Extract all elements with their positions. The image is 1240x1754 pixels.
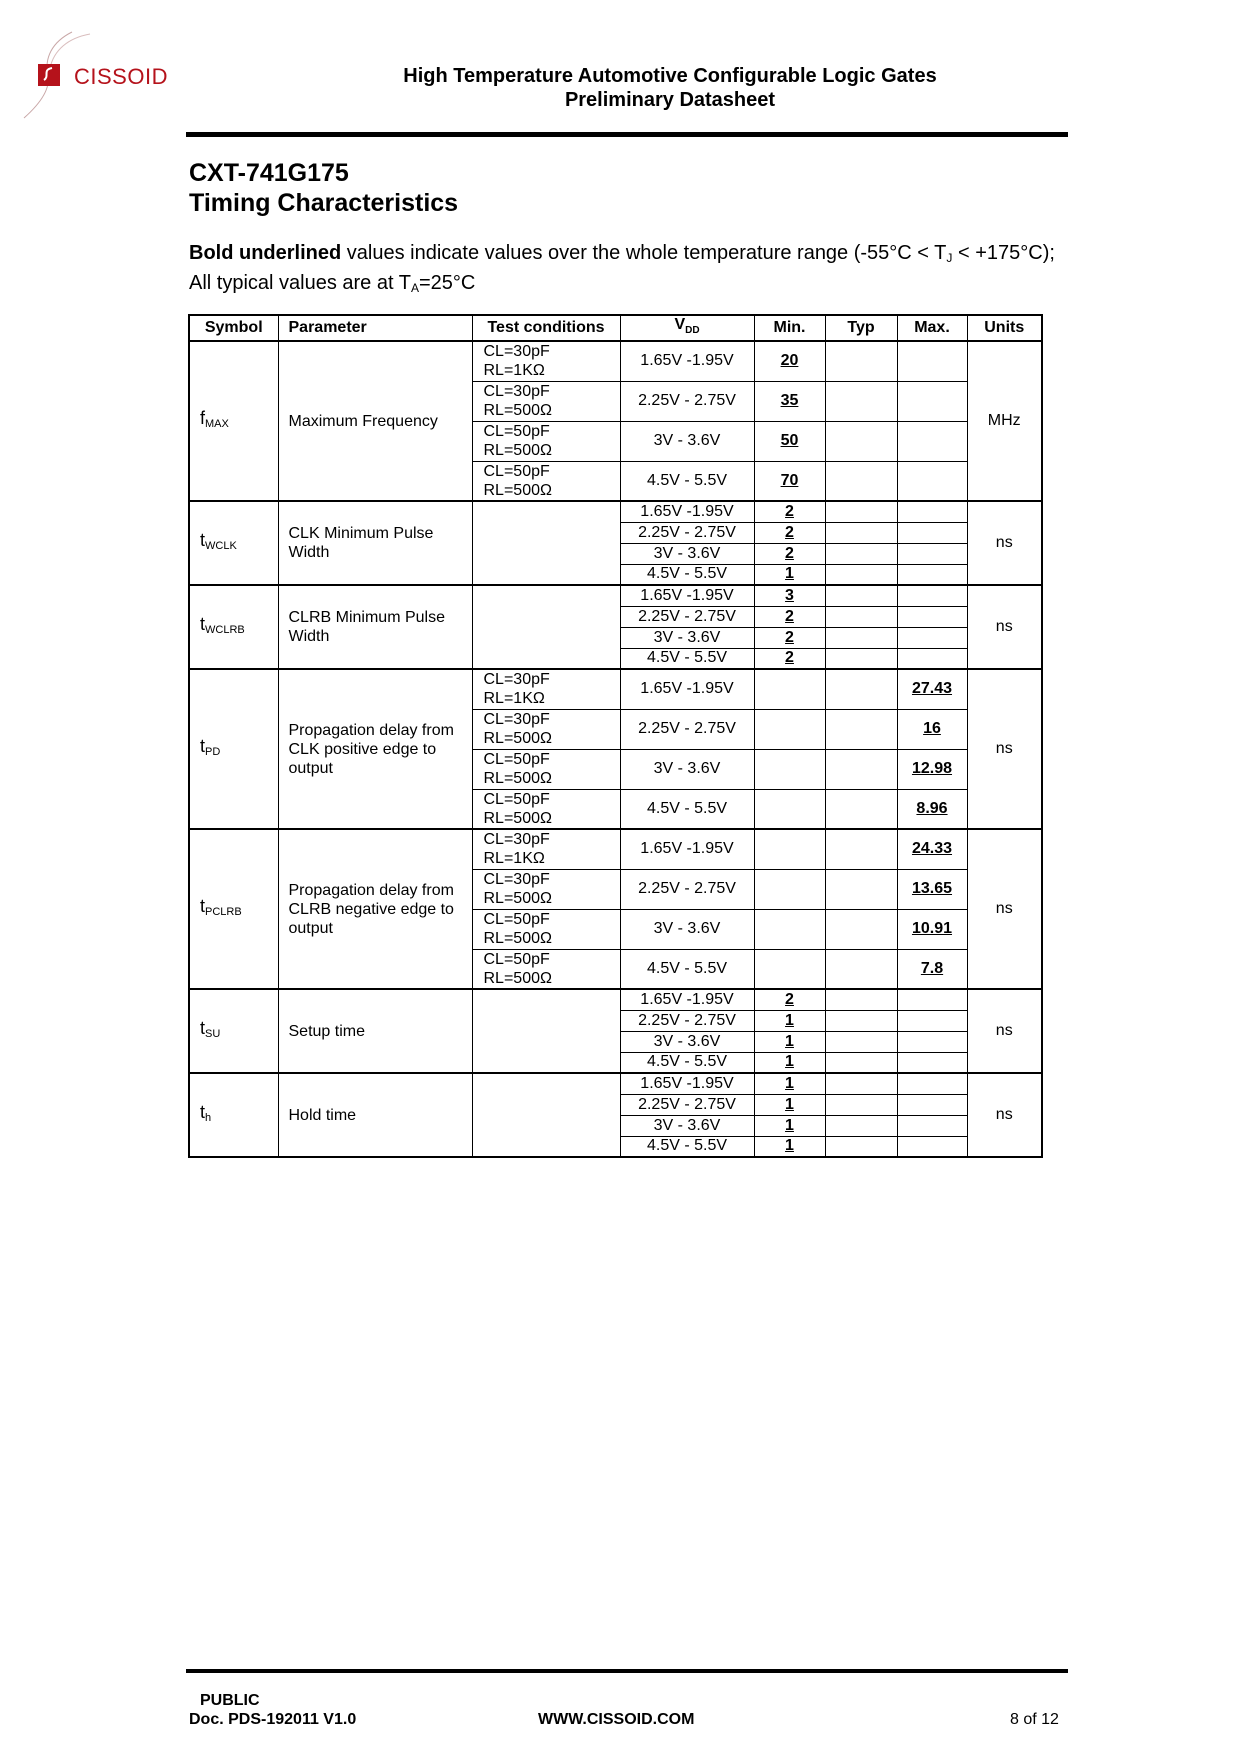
max-cell: [897, 606, 967, 627]
test-conditions-cell: [472, 669, 620, 709]
symbol-subscript: PCLRB: [205, 906, 242, 918]
min-value: 1: [785, 1074, 794, 1092]
test-condition-rl: RL=500Ω: [483, 402, 552, 419]
col-header-parameter: Parameter: [278, 315, 472, 341]
symbol-letter: t: [200, 896, 206, 916]
max-value: 12.98: [911, 760, 953, 777]
typ-cell: [825, 749, 897, 789]
symbol-letter: t: [200, 1102, 206, 1122]
test-condition-cl: CL=50pF: [483, 462, 550, 480]
min-cell: [754, 909, 825, 949]
vdd-cell: 2.25V - 2.75V: [620, 869, 754, 909]
typ-cell: [825, 949, 897, 989]
intro-text-2: < +175°C); All typical values are at T: [189, 242, 1055, 294]
min-cell: [754, 749, 825, 789]
min-value: 1: [785, 565, 794, 583]
vdd-cell: 1.65V -1.95V: [620, 501, 754, 522]
symbol-subscript: MAX: [205, 418, 229, 430]
min-value: 1: [785, 1095, 794, 1113]
vdd-cell: 1.65V -1.95V: [620, 1073, 754, 1094]
typ-cell: [825, 1031, 897, 1052]
typ-cell: [825, 648, 897, 669]
test-conditions-cell: [472, 341, 620, 381]
footer-doc-number: Doc. PDS-192011 V1.0: [189, 1711, 357, 1728]
min-value: 1: [785, 1137, 794, 1155]
min-cell: [754, 421, 825, 461]
vdd-cell: 3V - 3.6V: [620, 421, 754, 461]
max-cell: [897, 1115, 967, 1136]
units-cell: MHz: [967, 341, 1042, 501]
parameter-cell: Propagation delay from CLK positive edge to output: [278, 669, 472, 829]
table-row: [189, 341, 1042, 381]
vdd-cell: 4.5V - 5.5V: [620, 1052, 754, 1073]
max-cell: [897, 501, 967, 522]
vdd-cell: 2.25V - 2.75V: [620, 522, 754, 543]
max-value: 24.33: [911, 840, 953, 858]
max-cell: [897, 421, 967, 461]
footer-classification: PUBLIC: [200, 1692, 260, 1709]
vdd-cell: 4.5V - 5.5V: [620, 564, 754, 585]
symbol-subscript: SU: [205, 1028, 221, 1040]
min-cell: [754, 341, 825, 381]
test-conditions-cell: [472, 949, 620, 989]
min-cell: [754, 1115, 825, 1136]
typ-cell: [825, 869, 897, 909]
min-cell: [754, 381, 825, 421]
vdd-cell: 4.5V - 5.5V: [620, 949, 754, 989]
table-row: [189, 989, 1042, 1010]
max-cell: [897, 381, 967, 421]
min-value: 3: [785, 586, 794, 604]
max-cell: [897, 1073, 967, 1094]
min-value: 1: [785, 1053, 794, 1071]
test-conditions-cell: [472, 709, 620, 749]
parameter-cell: Propagation delay from CLRB negative edge to output: [278, 829, 472, 989]
max-cell: [897, 869, 967, 909]
vdd-cell: 3V - 3.6V: [620, 909, 754, 949]
test-condition-cl: CL=50pF: [483, 950, 550, 968]
vdd-cell: 2.25V - 2.75V: [620, 381, 754, 421]
max-cell: [897, 1031, 967, 1052]
min-cell: [754, 501, 825, 522]
intro-paragraph: [189, 241, 1059, 301]
max-cell: [897, 909, 967, 949]
vdd-cell: 2.25V - 2.75V: [620, 1010, 754, 1031]
typ-cell: [825, 1010, 897, 1031]
min-cell: [754, 564, 825, 585]
max-value: 10.91: [911, 920, 953, 937]
min-cell: [754, 949, 825, 989]
vdd-cell: 2.25V - 2.75V: [620, 606, 754, 627]
vdd-cell: 1.65V -1.95V: [620, 989, 754, 1010]
table-row: [189, 669, 1042, 709]
min-cell: [754, 709, 825, 749]
min-cell: [754, 829, 825, 869]
test-conditions-cell: [472, 869, 620, 909]
intro-tj-sub: J: [946, 251, 953, 265]
max-cell: [897, 341, 967, 381]
test-condition-cl: CL=30pF: [483, 671, 550, 689]
symbol-cell: [189, 829, 278, 989]
typ-cell: [825, 381, 897, 421]
test-conditions-cell: [472, 749, 620, 789]
min-value: 2: [785, 523, 794, 541]
typ-cell: [825, 709, 897, 749]
test-conditions-cell: [472, 789, 620, 829]
typ-cell: [825, 909, 897, 949]
vdd-cell: 4.5V - 5.5V: [620, 1136, 754, 1157]
vdd-cell: 2.25V - 2.75V: [620, 1094, 754, 1115]
min-cell: [754, 1094, 825, 1115]
symbol-cell: [189, 341, 278, 501]
vdd-cell: 3V - 3.6V: [620, 1031, 754, 1052]
col-header-max: Max.: [897, 315, 967, 341]
symbol-subscript: WCLRB: [205, 624, 245, 636]
min-value: 1: [785, 1032, 794, 1050]
test-condition-rl: RL=500Ω: [483, 442, 552, 459]
vdd-label: V: [674, 315, 686, 333]
typ-cell: [825, 543, 897, 564]
min-value: 2: [785, 990, 794, 1008]
max-cell: [897, 1136, 967, 1157]
typ-cell: [825, 1136, 897, 1157]
test-conditions-cell: [472, 381, 620, 421]
test-condition-cl: CL=30pF: [483, 343, 550, 361]
parameter-cell: Hold time: [278, 1073, 472, 1157]
test-condition-rl: RL=500Ω: [483, 930, 552, 947]
symbol-subscript: h: [205, 1112, 212, 1124]
test-condition-cl: CL=50pF: [483, 790, 550, 808]
footer-website: WWW.CISSOID.COM: [538, 1711, 695, 1728]
header-rule: [186, 132, 1068, 137]
symbol-letter: f: [200, 408, 206, 428]
typ-cell: [825, 627, 897, 648]
test-condition-cl: CL=50pF: [483, 911, 550, 928]
min-value: 1: [785, 1116, 794, 1134]
min-value: 2: [785, 607, 794, 625]
min-cell: [754, 606, 825, 627]
max-cell: [897, 669, 967, 709]
min-value: 2: [785, 649, 794, 667]
min-value: 2: [785, 544, 794, 562]
min-cell: [754, 522, 825, 543]
max-value: 13.65: [911, 880, 953, 897]
min-cell: [754, 1073, 825, 1094]
test-conditions-cell: [472, 585, 620, 669]
parameter-cell: CLK Minimum Pulse Width: [278, 501, 472, 585]
max-cell: [897, 543, 967, 564]
footer-page-number: 8 of 12: [1010, 1711, 1059, 1728]
min-value: 35: [780, 392, 799, 409]
min-cell: [754, 1010, 825, 1031]
typ-cell: [825, 564, 897, 585]
symbol-cell: [189, 1073, 278, 1157]
units-cell: ns: [967, 989, 1042, 1073]
units-cell: ns: [967, 501, 1042, 585]
typ-cell: [825, 669, 897, 709]
min-cell: [754, 648, 825, 669]
typ-cell: [825, 606, 897, 627]
test-condition-rl: RL=500Ω: [483, 770, 552, 787]
typ-cell: [825, 1073, 897, 1094]
col-header-symbol: Symbol: [189, 315, 278, 341]
max-cell: [897, 1052, 967, 1073]
min-value: 2: [785, 628, 794, 646]
symbol-cell: [189, 585, 278, 669]
min-cell: [754, 585, 825, 606]
min-cell: [754, 627, 825, 648]
vdd-cell: 1.65V -1.95V: [620, 669, 754, 709]
min-cell: [754, 461, 825, 501]
table-header-row: [189, 315, 1042, 341]
intro-text-3: =25°C: [418, 272, 476, 294]
max-value: 8.96: [916, 799, 948, 817]
max-cell: [897, 749, 967, 789]
document-title: High Temperature Automotive Configurable Logic Gates: [403, 65, 937, 87]
vdd-cell: 1.65V -1.95V: [620, 829, 754, 869]
vdd-cell: 3V - 3.6V: [620, 1115, 754, 1136]
units-cell: ns: [967, 1073, 1042, 1157]
parameter-cell: Setup time: [278, 989, 472, 1073]
intro-bold: Bold underlined: [189, 242, 342, 264]
typ-cell: [825, 1052, 897, 1073]
min-value: 70: [780, 471, 799, 489]
vdd-cell: 3V - 3.6V: [620, 749, 754, 789]
typ-cell: [825, 789, 897, 829]
typ-cell: [825, 501, 897, 522]
vdd-cell: 1.65V -1.95V: [620, 341, 754, 381]
symbol-cell: [189, 501, 278, 585]
test-condition-rl: RL=500Ω: [483, 481, 552, 499]
vdd-cell: 1.65V -1.95V: [620, 585, 754, 606]
min-cell: [754, 869, 825, 909]
vdd-cell: 3V - 3.6V: [620, 543, 754, 564]
vdd-cell: 4.5V - 5.5V: [620, 648, 754, 669]
typ-cell: [825, 1094, 897, 1115]
table-row: [189, 501, 1042, 522]
document-subtitle: Preliminary Datasheet: [564, 89, 776, 111]
max-cell: [897, 648, 967, 669]
max-cell: [897, 949, 967, 989]
min-cell: [754, 1031, 825, 1052]
test-condition-rl: RL=500Ω: [483, 809, 552, 827]
vdd-cell: 4.5V - 5.5V: [620, 789, 754, 829]
test-condition-rl: RL=1KΩ: [483, 850, 545, 868]
test-conditions-cell: [472, 501, 620, 585]
max-cell: [897, 989, 967, 1010]
typ-cell: [825, 461, 897, 501]
table-row: [189, 1073, 1042, 1094]
max-cell: [897, 1094, 967, 1115]
vdd-sub: DD: [685, 325, 700, 337]
logo-text: CISSOID: [74, 64, 168, 89]
max-value: 16: [923, 720, 941, 737]
typ-cell: [825, 829, 897, 869]
test-condition-rl: RL=1KΩ: [483, 690, 545, 708]
min-cell: [754, 669, 825, 709]
col-header-units: Units: [967, 315, 1042, 341]
symbol-letter: t: [200, 736, 206, 756]
test-conditions-cell: [472, 829, 620, 869]
symbol-letter: t: [200, 530, 206, 550]
vdd-cell: 4.5V - 5.5V: [620, 461, 754, 501]
parameter-cell: CLRB Minimum Pulse Width: [278, 585, 472, 669]
min-cell: [754, 989, 825, 1010]
max-cell: [897, 627, 967, 648]
test-condition-cl: CL=30pF: [483, 831, 550, 849]
typ-cell: [825, 585, 897, 606]
test-condition-cl: CL=30pF: [483, 871, 550, 888]
test-condition-cl: CL=30pF: [483, 711, 550, 728]
max-cell: [897, 829, 967, 869]
symbol-cell: [189, 669, 278, 829]
symbol-subscript: PD: [205, 746, 221, 758]
max-value: 7.8: [920, 959, 944, 977]
col-header-vdd: [620, 315, 754, 341]
section-title: Timing Characteristics: [189, 189, 459, 217]
typ-cell: [825, 522, 897, 543]
table-row: [189, 585, 1042, 606]
typ-cell: [825, 421, 897, 461]
units-cell: ns: [967, 829, 1042, 989]
typ-cell: [825, 1115, 897, 1136]
min-cell: [754, 543, 825, 564]
table-row: [189, 829, 1042, 869]
min-cell: [754, 789, 825, 829]
test-condition-rl: RL=500Ω: [483, 890, 552, 907]
parameter-cell: Maximum Frequency: [278, 341, 472, 501]
test-condition-rl: RL=1KΩ: [483, 362, 545, 380]
test-conditions-cell: [472, 421, 620, 461]
symbol-letter: t: [200, 614, 206, 634]
test-condition-cl: CL=50pF: [483, 423, 550, 440]
min-cell: [754, 1136, 825, 1157]
test-condition-cl: CL=50pF: [483, 751, 550, 768]
symbol-cell: [189, 989, 278, 1073]
intro-text-1: values indicate values over the whole temperature range (-55°C < T: [341, 242, 947, 264]
part-number: CXT-741G175: [189, 159, 349, 187]
max-cell: [897, 522, 967, 543]
footer-rule: [186, 1669, 1068, 1673]
test-conditions-cell: [472, 461, 620, 501]
col-header-min: Min.: [754, 315, 825, 341]
max-cell: [897, 1010, 967, 1031]
timing-table: [188, 314, 1043, 1158]
max-cell: [897, 564, 967, 585]
test-conditions-cell: [472, 1073, 620, 1157]
test-condition-rl: RL=500Ω: [483, 730, 552, 747]
min-value: 50: [780, 432, 799, 449]
max-value: 27.43: [911, 680, 953, 698]
units-cell: ns: [967, 585, 1042, 669]
test-condition-rl: RL=500Ω: [483, 969, 552, 987]
col-header-typ: Typ: [825, 315, 897, 341]
max-cell: [897, 585, 967, 606]
test-conditions-cell: [472, 909, 620, 949]
vdd-cell: 2.25V - 2.75V: [620, 709, 754, 749]
test-condition-cl: CL=30pF: [483, 383, 550, 400]
symbol-subscript: WCLK: [205, 540, 237, 552]
min-value: 1: [785, 1011, 794, 1029]
min-value: 20: [780, 352, 799, 370]
test-conditions-cell: [472, 989, 620, 1073]
max-cell: [897, 461, 967, 501]
intro-ta-sub: A: [410, 281, 419, 295]
vdd-cell: 3V - 3.6V: [620, 627, 754, 648]
min-value: 2: [785, 502, 794, 520]
typ-cell: [825, 989, 897, 1010]
col-header-test-conditions: Test conditions: [472, 315, 620, 341]
symbol-letter: t: [200, 1018, 206, 1038]
max-cell: [897, 789, 967, 829]
min-cell: [754, 1052, 825, 1073]
max-cell: [897, 709, 967, 749]
typ-cell: [825, 341, 897, 381]
units-cell: ns: [967, 669, 1042, 829]
